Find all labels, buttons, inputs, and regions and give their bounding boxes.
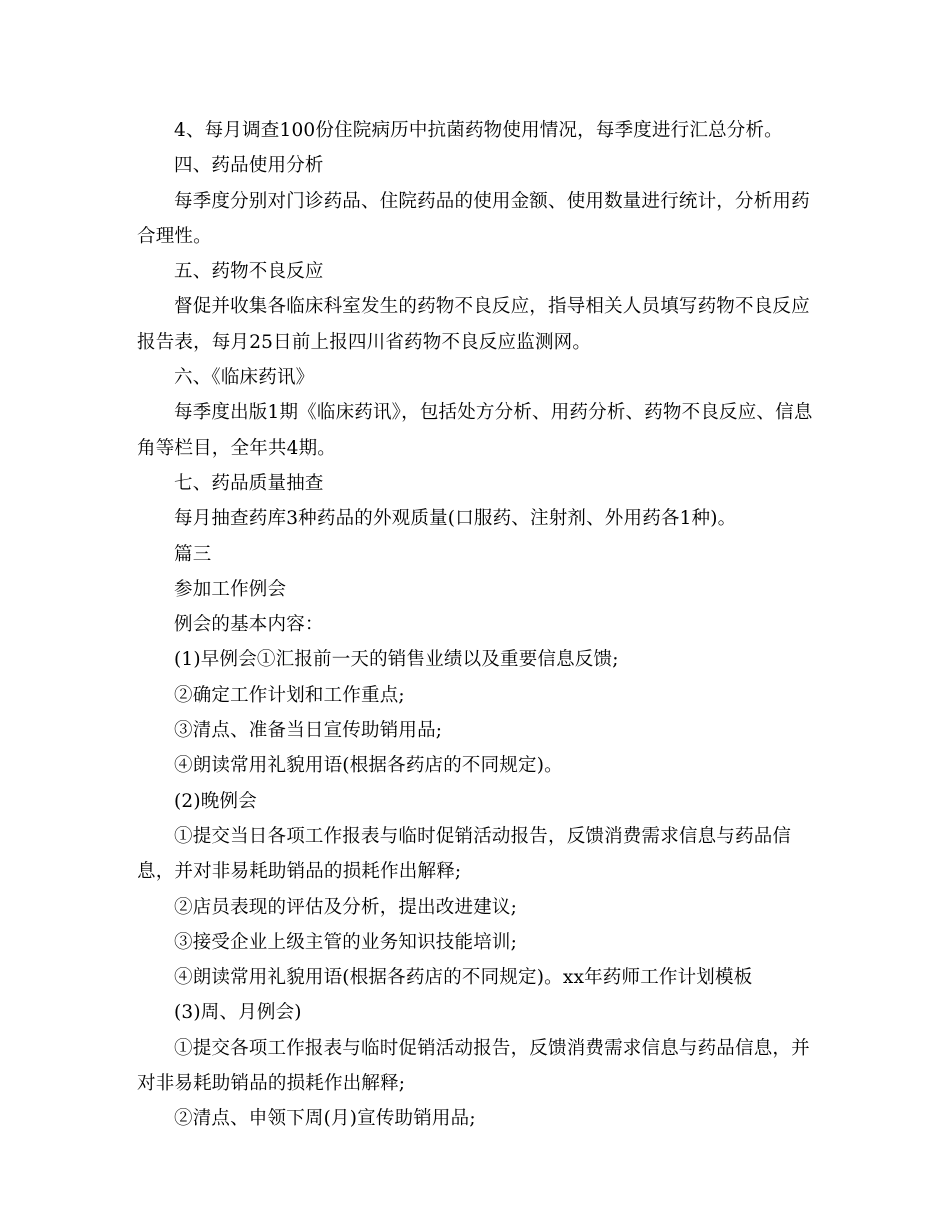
paragraph-drug-usage-analysis: 每季度分别对门诊药品、住院药品的使用金额、使用数量进行统计，分析用药合理性。 [137,190,810,247]
heading-meeting-content: 例会的基本内容： [174,614,324,636]
section-heading-clinical-bulletin: 六、《临床药讯》 [174,367,315,389]
paragraph-quality-check: 每月抽查药库3种药品的外观质量(口服药、注射剂、外用药各1种)。 [174,508,737,530]
list-heading-weekly-monthly-meeting: (3)周、月例会) [174,1002,302,1024]
section-heading-adverse-reactions: 五、药物不良反应 [174,261,324,283]
list-item-evening-3: ③接受企业上级主管的业务知识技能培训; [174,931,518,953]
list-item-evening-1: ①提交当日各项工作报表与临时促销活动报告，反馈消费需求信息与药品信息，并对非易耗助销品的损耗作出解释; [137,825,792,883]
list-item-morning-3: ③清点、准备当日宣传助销用品; [174,720,443,742]
list-item-morning-4: ④朗读常用礼貌用语(根据各药店的不同规定)。 [174,755,563,777]
list-item-evening-2: ②店员表现的评估及分析，提出改进建议; [174,896,518,918]
list-item-morning-2: ②确定工作计划和工作重点; [174,684,405,706]
part-heading-three: 篇三 [174,543,212,565]
section-heading-quality-check: 七、药品质量抽查 [174,472,324,494]
list-item-weekly-1: ①提交各项工作报表与临时促销活动报告，反馈消费需求信息与药品信息，并对非易耗助销品的损耗作出解释; [137,1037,810,1095]
heading-work-meetings: 参加工作例会 [174,578,287,600]
section-heading-drug-usage-analysis: 四、药品使用分析 [174,155,324,177]
list-heading-evening-meeting: (2)晚例会 [174,790,257,812]
paragraph-adverse-reactions: 督促并收集各临床科室发生的药物不良反应，指导相关人员填写药物不良反应报告表，每月25日前上报四川省药物不良反应监测网。 [137,296,810,353]
paragraph-item-4: 4、每月调查100份住院病历中抗菌药物使用情况，每季度进行汇总分析。 [174,120,783,141]
list-item-evening-4: ④朗读常用礼貌用语(根据各药店的不同规定)。xx年药师工作计划模板 [174,967,753,989]
document-body [137,113,827,1137]
paragraph-clinical-bulletin: 每季度出版1期《临床药讯》，包括处方分析、用药分析、药物不良反应、信息角等栏目，全年共4期。 [137,402,813,459]
list-item-morning-meeting: (1)早例会①汇报前一天的销售业绩以及重要信息反馈; [174,649,619,671]
list-item-weekly-2: ②清点、申领下周(月)宣传助销用品; [174,1108,476,1130]
